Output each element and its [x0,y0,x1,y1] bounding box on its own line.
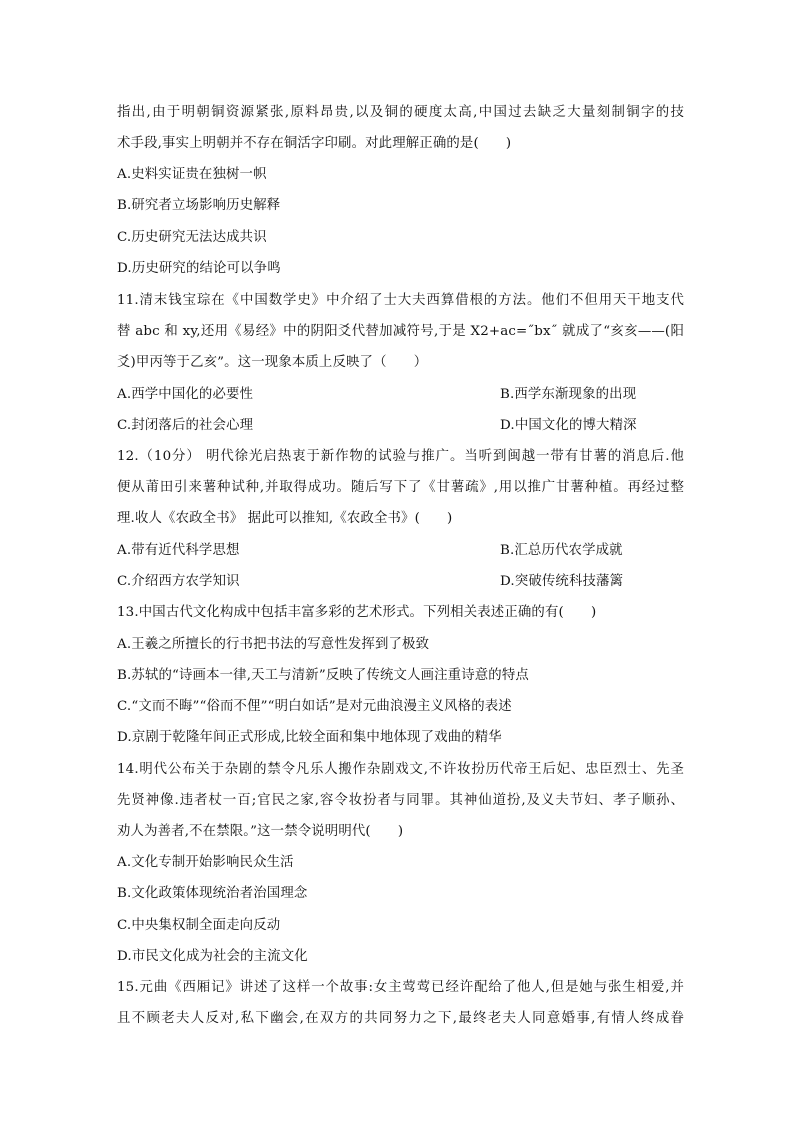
q12-option-d: D.突破传统科技藩篱 [500,574,624,589]
q11-option-c: C.封闭落后的社会心理 [117,418,254,433]
q12-stem-line-3: 理.收人《农政全书》 据此可以推知,《农政全书》( ) [117,511,453,526]
q10-stem-line-2: 术手段,事实上明朝并不存在铜活字印刷。对此理解正确的是( ) [117,136,512,151]
q13-stem-line-1: 13.中国古代文化构成中包括丰富多彩的艺术形式。下列相关表述正确的有( ) [117,605,597,620]
q12-option-a: A.带有近代科学思想 [117,543,240,558]
q13-option-b: B.苏轼的“诗画本一律,天工与清新”反映了传统文人画注重诗意的特点 [117,668,529,683]
q10-option-b: B.研究者立场影响历史解释 [117,198,281,213]
q10-option-c: C.历史研究无法达成共识 [117,230,267,245]
q13-option-d: D.京剧于乾隆年间正式形成,比较全面和集中地体现了戏曲的精华 [117,730,502,745]
q10-option-d: D.历史研究的结论可以争鸣 [117,261,281,276]
q11-stem-line-3: 爻)甲丙等于乙亥”。这一现象本质上反映了（ ） [117,355,428,370]
q14-stem-line-2: 先贤神像.违者杖一百;官民之家,容令妆扮者与同罪。其神仙道扮,及义夫节妇、孝子顺孙、 [117,793,684,808]
q11-option-d: D.中国文化的博大精深 [500,418,637,433]
q14-option-a: A.文化专制开始影响民众生活 [117,855,294,870]
q14-option-c: C.中央集权制全面走向反动 [117,918,281,933]
q10-option-a: A.史料实证贵在独树一帜 [117,167,267,182]
q14-stem-line-3: 劝人为善者,不在禁限。”这一禁令说明明代( ) [117,824,404,839]
q13-option-c: C.“文而不晦”“俗而不俚”“明白如话”是对元曲浪漫主义风格的表述 [117,699,512,714]
q12-stem-line-1: 12.（10分） 明代徐光启热衷于新作物的试验与推广。当听到闽越一带有甘薯的消息后.他 [117,449,684,464]
q11-option-a: A.西学中国化的必要性 [117,387,254,402]
q14-option-b: B.文化政策体现统治者治国理念 [117,886,308,901]
q11-stem-line-1: 11.清末钱宝琮在《中国数学史》中介绍了士大夫西算借根的方法。他们不但用天干地支代 [117,293,684,308]
q14-stem-line-1: 14.明代公布关于杂剧的禁令凡乐人搬作杂剧戏文,不许妆扮历代帝王后妃、忠臣烈士、先圣 [117,762,684,777]
q13-option-a: A.王羲之所擅长的行书把书法的写意性发挥到了极致 [117,637,430,652]
q12-options-row-2 [117,571,684,593]
q14-option-d: D.市民文化成为社会的主流文化 [117,949,308,964]
q15-stem-line-1: 15.元曲《西厢记》讲述了这样一个故事:女主莺莺已经许配给了他人,但是她与张生相爱,并 [117,980,684,995]
q11-options-row-1 [117,384,684,406]
q12-stem-line-2: 便从莆田引来薯种试种,并取得成功。随后写下了《甘薯疏》,用以推广甘薯种植。再经过整 [117,480,684,495]
q12-option-c: C.介绍西方农学知识 [117,574,240,589]
q12-options-row-1 [117,540,684,562]
q10-stem-line-1: 指出,由于明朝铜资源紧张,原料昂贵,以及铜的硬度太高,中国过去缺乏大量刻制铜字的技 [117,105,684,120]
q11-options-row-2 [117,415,684,437]
q12-option-b: B.汇总历代农学成就 [500,543,623,558]
q11-option-b: B.西学东渐现象的出现 [500,387,637,402]
q11-stem-line-2: 替 abc 和 xy,还用《易经》中的阴阳爻代替加减符号,于是 X2+ac=˝bx˝ 就成了“亥亥——(阳 [117,324,684,339]
q15-stem-line-2: 且不顾老夫人反对,私下幽会,在双方的共同努力之下,最终老夫人同意婚事,有情人终成眷 [117,1011,684,1026]
